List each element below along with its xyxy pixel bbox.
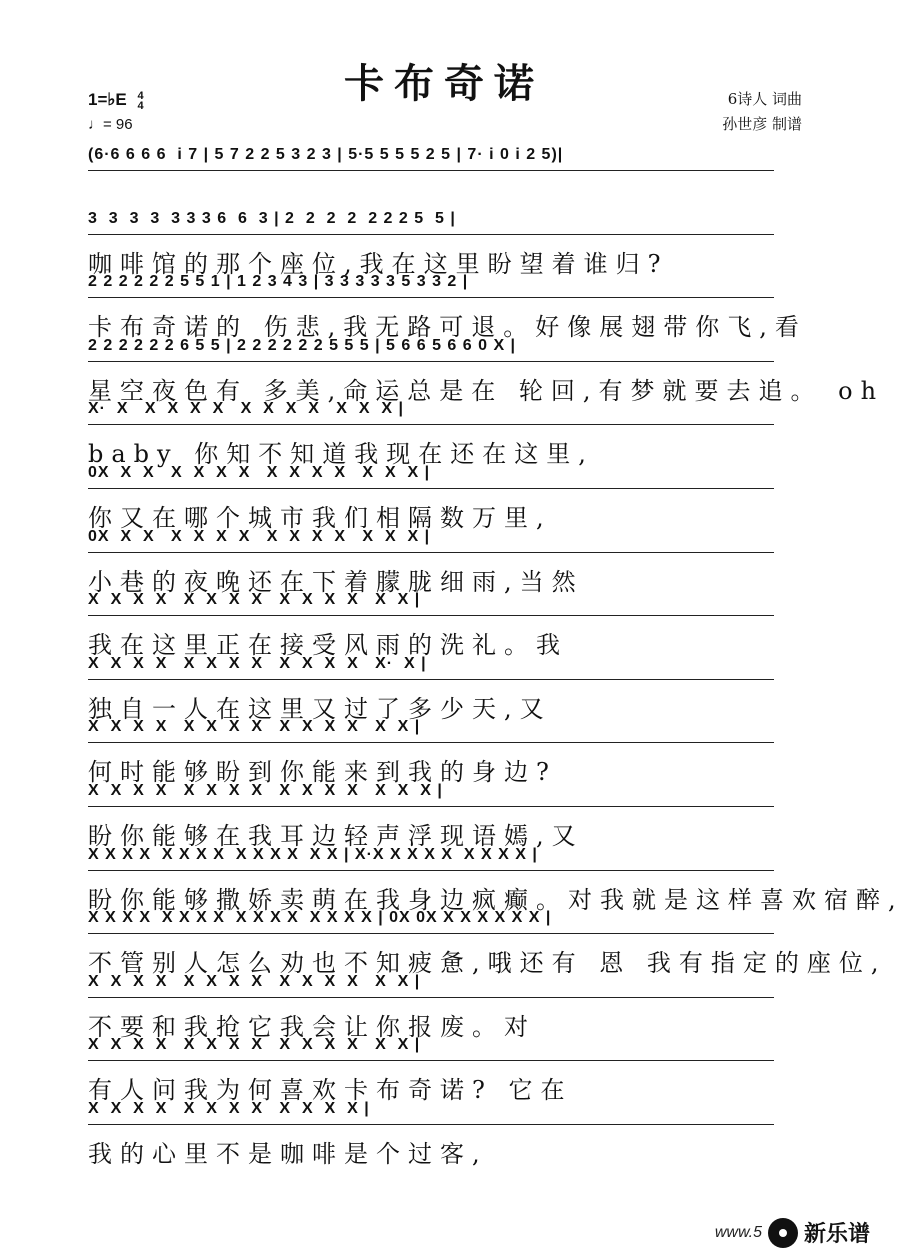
key-label: 1=♭E (88, 90, 127, 109)
lyric-line: 咖啡馆的那个座位,我在这里盼望着谁归? (88, 249, 669, 278)
lyric-line: 不要和我抢它我会让你报废。对 (88, 1012, 536, 1041)
lyric-line: 有人问我为何喜欢卡布奇诺? 它在 (88, 1076, 573, 1105)
tempo-marking: ♩= 96 (88, 116, 133, 133)
time-signature (137, 91, 143, 111)
beam-line (88, 997, 774, 998)
lyric-line: 何时能够盼到你能来到我的身边? (88, 758, 557, 787)
brand-name: 新乐谱 (803, 1221, 870, 1246)
beam-line (88, 424, 774, 425)
lyric-line: 星空夜色有 多美,命运总是在 轮回,有梦就要去追。 oh (88, 376, 885, 405)
beam-line (88, 806, 774, 807)
beam-line (88, 615, 774, 616)
notation-line: X X X X X X X X X X X X X X | (88, 972, 421, 990)
lyric-line: 卡布奇诺的 伤悲,我无路可退。好像展翅带你飞,看 (88, 313, 807, 342)
key-signature (88, 90, 144, 111)
beam-line (88, 1124, 774, 1125)
lyric-line: 盼你能够撒娇卖萌在我身边疯癫。对我就是这样喜欢宿醉, (88, 885, 904, 914)
vinyl-disc-icon (768, 1218, 798, 1248)
lyric-line: 小巷的夜晚还在下着朦胧细雨,当然 (88, 567, 584, 596)
notation-line: X X X X X X X X X X X X X X X | (88, 782, 443, 799)
notation-line: 0X X X X X X X X X X X X X X | (88, 527, 431, 545)
beam-line (88, 234, 774, 235)
time-sig-top: 4 (137, 89, 144, 102)
notation-line: X X X X X X X X X X X X X X | (88, 591, 421, 609)
lyric-line: baby 你知不知道我现在还在这里, (88, 440, 594, 469)
notation-line: 2 2 2 2 2 2 6 5 5 | 2 2 2 2 2 2 5 5 5 | 5 6 6 5 6 6 0 X | (88, 336, 517, 354)
beam-line (88, 361, 774, 362)
time-sig-bottom: 4 (137, 99, 144, 112)
lyric-line: 我在这里正在接受风雨的洗礼。我 (88, 631, 568, 660)
beam-line (88, 679, 774, 680)
notation-line: X X X X X X X X X X X X X X | (88, 1036, 421, 1054)
notation-line: X X X X X X X X X X X X X X | (88, 718, 421, 736)
beam-line (88, 170, 774, 171)
notation-line: X X X X X X X X X X X X X X X X | 0X 0X X X X X X X | (88, 909, 552, 927)
notation-line: (6·6 6 6 6 i 7 | 5 7 2 2 5 3 2 3 | 5·5 5 5 5 2 5 | 7· i 0 i 2 5)| (88, 146, 564, 163)
lyric-line: 你又在哪个城市我们相隔数万里, (88, 504, 552, 532)
beam-line (88, 933, 774, 934)
beam-line (88, 297, 774, 298)
beam-line (88, 870, 774, 871)
song-title: 卡布奇诺 (344, 60, 544, 107)
notation-line: X X X X X X X X X X X X X· X | (88, 654, 427, 672)
notation-line: 2 2 2 2 2 2 5 5 1 | 1 2 3 4 3 | 3 3 3 3 3 5 3 3 2 | (88, 273, 469, 291)
lyric-line: 不管别人怎么劝也不知疲惫,哦还有 恩 我有指定的座位, (88, 949, 887, 978)
notation-line: X X X X X X X X X X X X | (88, 1100, 370, 1117)
arranger-credit: 孙世彦 制谱 (722, 115, 802, 133)
lyric-line: 盼你能够在我耳边轻声浮现语嫣,又 (88, 822, 584, 850)
notation-line: X X X X X X X X X X X X X X | X·X X X X X X X X X | (88, 845, 538, 863)
beam-line (88, 1060, 774, 1061)
beam-line (88, 552, 774, 553)
notation-line: 3 3 3 3 3 3 3 6 6 3 | 2 2 2 2 2 2 2 5 5 | (88, 209, 456, 227)
lyric-line: 独自一人在这里又过了多少天,又 (88, 694, 552, 723)
notation-line: X· X X X X X X X X X X X X | (88, 400, 405, 418)
site-url: www.5 (714, 1223, 762, 1241)
lyricist-composer-credit: 6诗人 词曲 (727, 90, 802, 108)
lyric-line: 我的心里不是咖啡是个过客, (88, 1140, 488, 1168)
beam-line (88, 488, 774, 489)
beam-line (88, 742, 774, 743)
footer-watermark (715, 1217, 870, 1248)
notation-line: 0X X X X X X X X X X X X X X | (88, 464, 431, 481)
